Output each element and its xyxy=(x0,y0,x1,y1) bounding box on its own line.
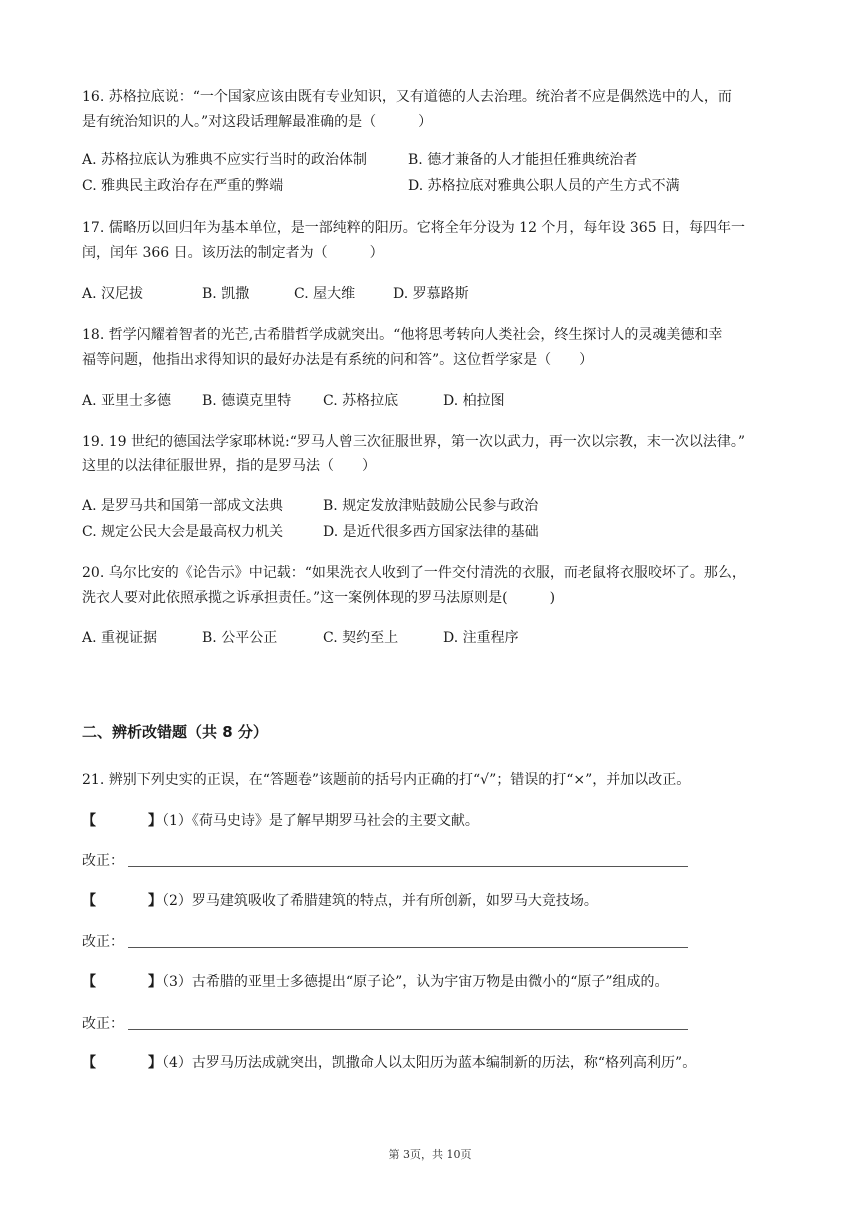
q17-option-b: B. 凯撒 xyxy=(202,286,250,302)
q19-option-c: C. 规定公民大会是最高权力机关 xyxy=(82,524,284,540)
q18-stem-line2: 福等问题，他指出求得知识的最好办法是有系统的问和答”。这位哲学家是（ ） xyxy=(82,352,594,368)
correction-line-1 xyxy=(128,866,688,867)
q21-item-3 xyxy=(82,972,669,992)
q18-option-d: D. 柏拉图 xyxy=(443,393,505,409)
q21-item-2 xyxy=(82,891,598,911)
q19-option-d: D. 是近代很多西方国家法律的基础 xyxy=(323,524,539,540)
q18-option-a: A. 亚里士多德 xyxy=(82,393,172,409)
q21-item-1 xyxy=(82,811,479,831)
answer-bracket-right: 】 xyxy=(148,893,162,909)
q18-option-b: B. 德谟克里特 xyxy=(202,393,292,409)
q17-option-c: C. 屋大维 xyxy=(294,286,356,302)
q21-item-1-text: （1）《荷马史诗》是了解早期罗马社会的主要文献。 xyxy=(162,813,479,829)
q18-stem-line1: 18. 哲学闪耀着智者的光芒,古希腊哲学成就突出。“他将思考转向人类社会，终生探讨人的灵魂美德和幸 xyxy=(82,327,723,343)
q19-stem-line2: 这里的以法律征服世界，指的是罗马法（ ） xyxy=(82,458,376,474)
q21-item-4 xyxy=(82,1053,696,1073)
answer-bracket-left: 【 xyxy=(82,974,96,990)
q21-intro: 21. 辨别下列史实的正误，在“答题卷”该题前的括号内正确的打“√”；错误的打“×”，并加以改正。 xyxy=(82,772,691,788)
q21-item-3-text: （3）古希腊的亚里士多德提出“原子论”，认为宇宙万物是由微小的“原子”组成的。 xyxy=(162,974,669,990)
section-heading: 二、辨析改错题（共 8 分） xyxy=(82,723,268,741)
q20-option-d: D. 注重程序 xyxy=(443,630,519,646)
correction-label-3: 改正： xyxy=(82,1016,124,1032)
answer-bracket-left: 【 xyxy=(82,893,96,909)
correction-label-2: 改正： xyxy=(82,934,124,950)
answer-bracket-right: 】 xyxy=(148,974,162,990)
q18-option-c: C. 苏格拉底 xyxy=(323,393,399,409)
q17-stem-line2: 闰，闰年 366 日。该历法的制定者为（ ） xyxy=(82,245,384,261)
q17-stem-line1: 17. 儒略历以回归年为基本单位，是一部纯粹的阳历。它将全年分设为 12 个月，每年设 365 日，每四年一 xyxy=(82,220,746,236)
q20-option-b: B. 公平公正 xyxy=(202,630,278,646)
answer-bracket-left: 【 xyxy=(82,1055,96,1071)
q21-item-2-text: （2）罗马建筑吸收了希腊建筑的特点，并有所创新，如罗马大竞技场。 xyxy=(162,893,598,909)
q16-option-c: C. 雅典民主政治存在严重的弊端 xyxy=(82,178,284,194)
q16-stem-line2: 是有统治知识的人。”对这段话理解最准确的是（ ） xyxy=(82,114,433,130)
q19-option-b: B. 规定发放津贴鼓励公民参与政治 xyxy=(323,498,539,514)
q16-stem-line1: 16. 苏格拉底说：“一个国家应该由既有专业知识，又有道德的人去治理。统治者不应是偶然选中的人，而 xyxy=(82,89,732,105)
answer-bracket-left: 【 xyxy=(82,813,96,829)
q19-stem-line1: 19. 19 世纪的德国法学家耶林说:“罗马人曾三次征服世界，第一次以武力，再一次以宗教，末一次以法律。” xyxy=(82,434,746,450)
correction-line-2 xyxy=(128,947,688,948)
correction-line-3 xyxy=(128,1029,688,1030)
answer-bracket-right: 】 xyxy=(148,1055,162,1071)
q20-stem-line2: 洗衣人要对此依照承揽之诉承担责任。”这一案例体现的罗马法原则是( ) xyxy=(82,590,556,606)
q16-option-a: A. 苏格拉底认为雅典不应实行当时的政治体制 xyxy=(82,152,368,168)
q20-option-c: C. 契约至上 xyxy=(323,630,399,646)
q20-option-a: A. 重视证据 xyxy=(82,630,158,646)
page-number: 第 3页，共 10页 xyxy=(388,1148,472,1161)
answer-bracket-right: 】 xyxy=(148,813,162,829)
q21-item-4-text: （4）古罗马历法成就突出，凯撒命人以太阳历为蓝本编制新的历法，称“格列高利历”。 xyxy=(162,1055,697,1071)
q16-option-d: D. 苏格拉底对雅典公职人员的产生方式不满 xyxy=(408,178,680,194)
q20-stem-line1: 20. 乌尔比安的《论告示》中记载：“如果洗衣人收到了一件交付清洗的衣服，而老鼠将衣服咬坏了。那么， xyxy=(82,565,746,581)
correction-label-1: 改正： xyxy=(82,853,124,869)
q17-option-d: D. 罗慕路斯 xyxy=(393,286,469,302)
q17-option-a: A. 汉尼拔 xyxy=(82,286,144,302)
q19-option-a: A. 是罗马共和国第一部成文法典 xyxy=(82,498,284,514)
q16-option-b: B. 德才兼备的人才能担任雅典统治者 xyxy=(408,152,638,168)
